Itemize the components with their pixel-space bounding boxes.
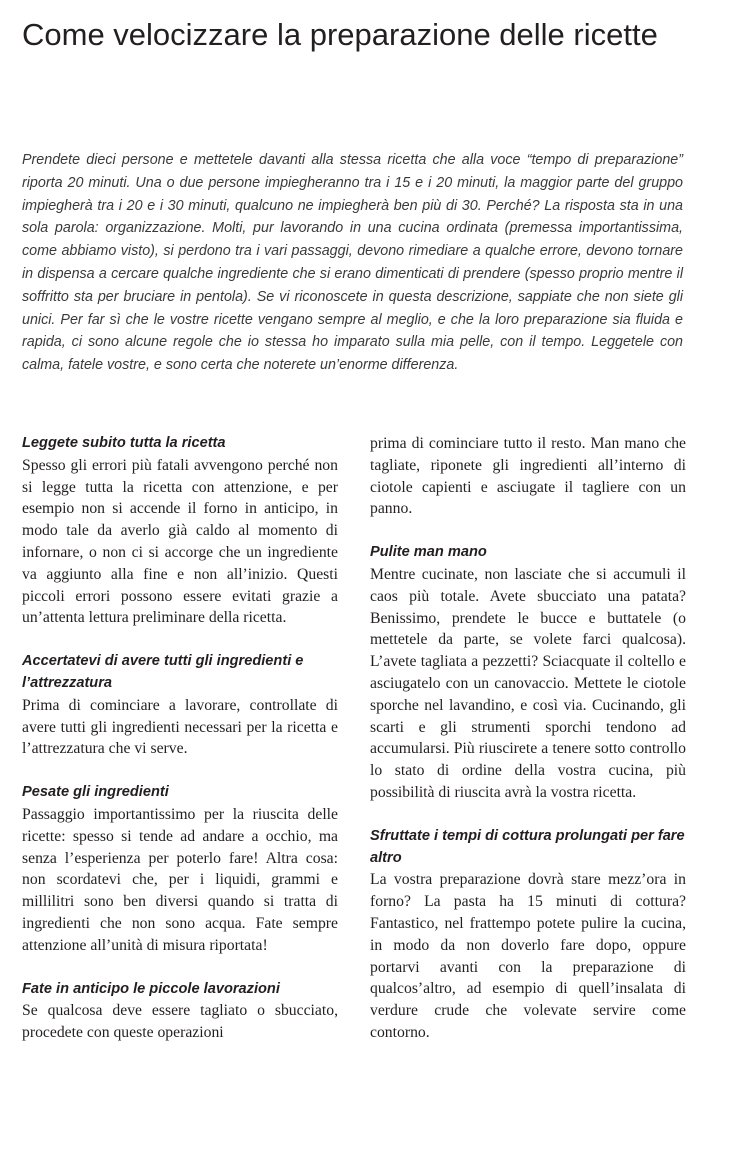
section-title: Fate in anticipo le piccole lavorazioni bbox=[22, 980, 280, 997]
section-title: Accertatevi di avere tutti gli ingredienti e l’attrezzatura bbox=[22, 653, 304, 691]
left-column bbox=[22, 433, 338, 1066]
section-use-cooking-times bbox=[370, 826, 686, 1044]
section-prep-in-advance bbox=[22, 979, 338, 1044]
section-body: Passaggio importantissimo per la riuscita delle ricette: spesso si tende ad andare a occhio, ma senza l’esperienza per poterlo fare! Altra cosa: non scordatevi che, per i liquidi, grammi e millilitri sono ben diversi quando si tratta di ingredienti che non sono acqua. Fate sempre attenzione all’unità di misura riportata! bbox=[22, 805, 338, 954]
section-body: Se qualcosa deve essere tagliato o sbucciato, procedete con queste operazioni bbox=[22, 1002, 338, 1042]
section-body: Mentre cucinate, non lasciate che si accumuli il caos più totale. Avete sbucciato una patata? Benissimo, prendete le bucce e buttatele (o mettetele da parte, se volete farci qualcosa). L’avete tagliata a pezzetti? Sciacquate il coltello e asciugatelo con un canovaccio. Mettete le ciotole sporche nel lavandino, e così via. Cucinando, gli scarti e gli strumenti sporchi tendono ad accumularsi. Più riuscirete a tenere sotto controllo lo stato di ordine della vostra cucina, più possibilità di riuscita avrà la vostra ricetta. bbox=[370, 565, 686, 801]
section-title: Sfruttate i tempi di cottura prolungati per fare altro bbox=[370, 827, 685, 866]
section-check-ingredients bbox=[22, 651, 338, 760]
section-body: Prima di cominciare a lavorare, controllate di avere tutti gli ingredienti necessari per la ricetta e l’attrezzatura che vi serve. bbox=[22, 696, 338, 758]
section-weigh-ingredients bbox=[22, 782, 338, 956]
right-column bbox=[370, 433, 686, 1066]
section-clean-as-you-go bbox=[370, 542, 686, 804]
page-title: Come velocizzare la preparazione delle ricette bbox=[22, 17, 658, 52]
section-title: Pulite man mano bbox=[370, 544, 487, 561]
section-read-recipe bbox=[22, 433, 338, 629]
section-title: Leggete subito tutta la ricetta bbox=[22, 435, 226, 451]
section-continuation: prima di cominciare tutto il resto. Man mano che tagliate, riponete gli ingredienti all’interno di ciotole capienti e asciugate il tagliere con un panno. bbox=[370, 435, 686, 518]
section-body: La vostra preparazione dovrà stare mezz’ora in forno? La pasta ha 15 minuti di cottura? Fantastico, nel frattempo potete pulire la cucina, in modo da non doverlo fare dopo, oppure portarvi avanti con la preparazione di qualcos’altro, ad esempio di quell’insalata di verdure crude che volevate servire come contorno. bbox=[370, 871, 686, 1041]
section-body: Spesso gli errori più fatali avvengono perché non si legge tutta la ricetta con attenzione, e per esempio non si accende il forno in anticipo, in modo tale da averlo già caldo al momento di infornare, o non ci si accorge che un ingrediente va aggiunto alla fine e non all’inizio. Questi piccoli errori possono essere evitati grazie a un’attenta lettura preliminare della ricetta. bbox=[22, 456, 338, 627]
section-title: Pesate gli ingredienti bbox=[22, 784, 169, 801]
intro-paragraph: Prendete dieci persone e mettetele davanti alla stessa ricetta che alla voce “tempo di preparazione” riporta 20 minuti. Una o due persone impiegheranno tra i 15 e i 20 minuti, la maggior parte del gruppo impiegherà tra i 20 e i 30 minuti, qualcuno ne impiegherà ben più di 30. Perché? La risposta sta in una sola parola: organizzazione. Molti, pur lavorando in una cucina ordinata (premessa importantissima, come abbiamo visto), si perdono tra i vari passaggi, devono rimediare a qualche errore, devono tornare in dispensa a cercare qualche ingrediente che si erano dimenticati di prendere (spesso proprio mentre il soffritto sta per bruciare in pentola). Se vi riconoscete in questa descrizione, sappiate che non siete gli unici. Per far sì che le vostre ricette vengano sempre al meglio, e che la loro preparazione sia fluida e rapida, ci sono alcune regole che io stessa ho imparato sulla mia pelle, con il tempo. Leggetele con calma, fatele vostre, e sono certa che noterete un’enorme differenza. bbox=[22, 152, 683, 374]
